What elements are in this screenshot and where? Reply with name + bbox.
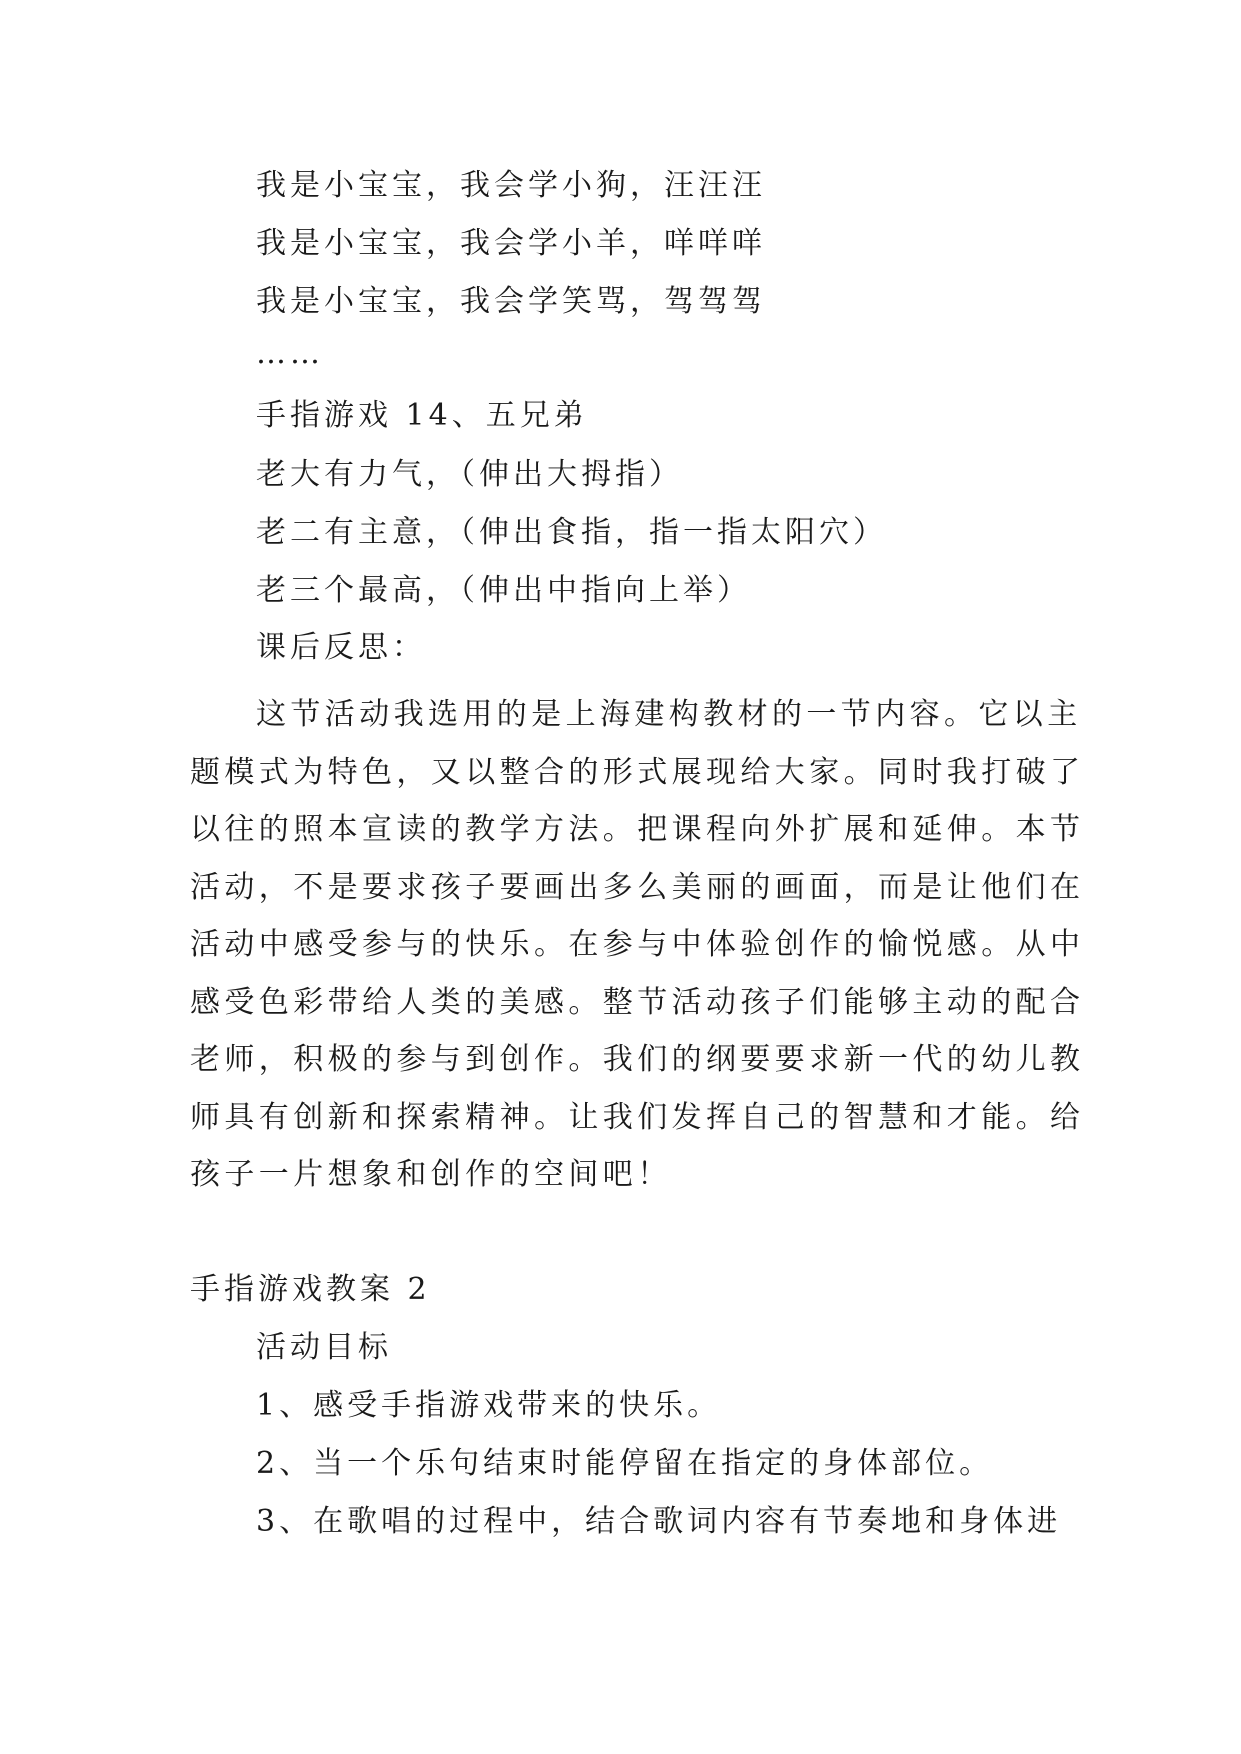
reflection-heading: 课后反思： bbox=[256, 630, 426, 665]
section-title: 手指游戏教案 2 bbox=[190, 1272, 431, 1307]
verse-line: 我是小宝宝，我会学小狗，汪汪汪 bbox=[256, 168, 766, 203]
paragraph-line: 感受色彩带给人类的美感。整节活动孩子们能够主动的配合 bbox=[190, 984, 1085, 1020]
paragraph-line: 活动中感受参与的快乐。在参与中体验创作的愉悦感。从中 bbox=[190, 927, 1085, 962]
paragraph-line: 以往的照本宣读的教学方法。把课程向外扩展和延伸。本节 bbox=[190, 812, 1085, 847]
game14-line: 老大有力气，（伸出大拇指） bbox=[256, 457, 683, 492]
paragraph-line: 老师，积极的参与到创作。我们的纲要要求新一代的幼儿教 bbox=[190, 1042, 1085, 1077]
game14-title: 手指游戏 14、五兄弟 bbox=[256, 398, 588, 433]
paragraph-line: 活动，不是要求孩子要画出多么美丽的画面，而是让他们在 bbox=[190, 869, 1085, 905]
goal-item: 1、感受手指游戏带来的快乐。 bbox=[256, 1388, 722, 1423]
goal-item: 2、当一个乐句结束时能停留在指定的身体部位。 bbox=[256, 1446, 994, 1481]
game14-line: 老二有主意，（伸出食指，指一指太阳穴） bbox=[256, 515, 887, 550]
verse-line: 我是小宝宝，我会学笑骂，驾驾驾 bbox=[256, 284, 766, 319]
paragraph-line: 题模式为特色，又以整合的形式展现给大家。同时我打破了 bbox=[190, 754, 1085, 790]
goal-item: 3、在歌唱的过程中，结合歌词内容有节奏地和身体进 bbox=[256, 1504, 1062, 1539]
paragraph-line: 这节活动我选用的是上海建构教材的一节内容。它以主 bbox=[256, 697, 1082, 732]
reflection-paragraph bbox=[190, 686, 1085, 1204]
paragraph-line: 孩子一片想象和创作的空间吧！ bbox=[190, 1157, 672, 1192]
ellipsis-line: …… bbox=[256, 336, 324, 371]
goal-heading: 活动目标 bbox=[256, 1330, 392, 1365]
game14-line: 老三个最高，（伸出中指向上举） bbox=[256, 573, 751, 608]
verse-line: 我是小宝宝，我会学小羊，咩咩咩 bbox=[256, 226, 766, 261]
paragraph-line: 师具有创新和探索精神。让我们发挥自己的智慧和才能。给 bbox=[190, 1099, 1085, 1135]
